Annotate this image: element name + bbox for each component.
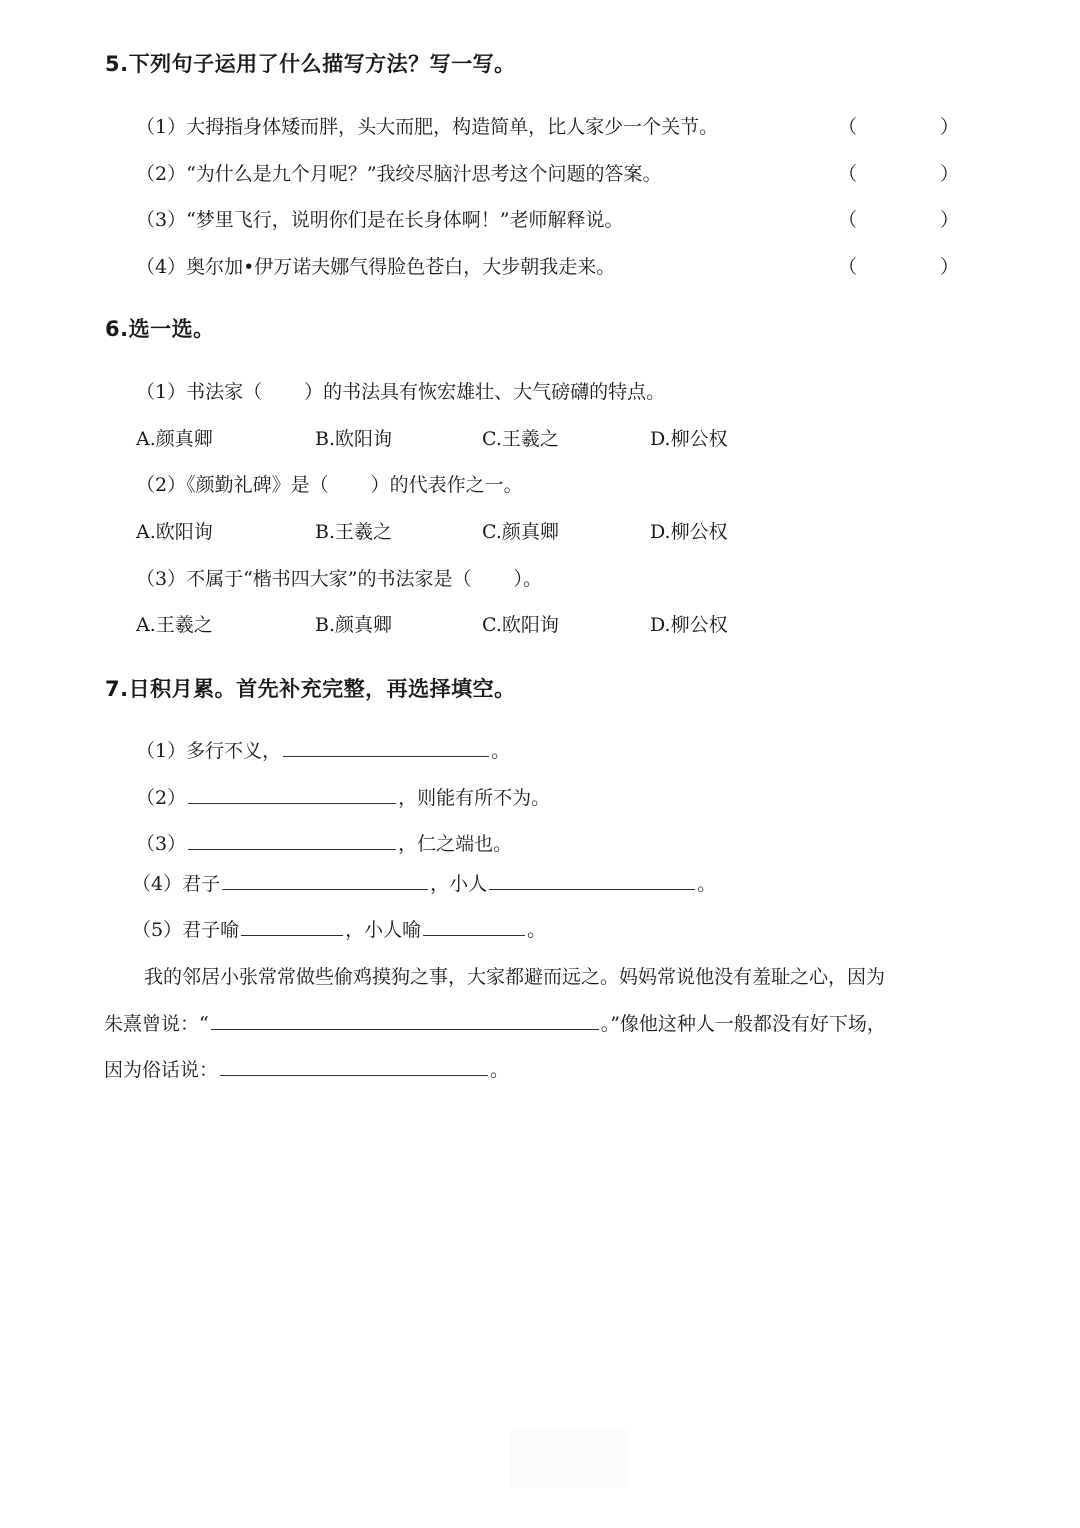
q6-3-option-b[interactable]: B.颜真卿 [315, 614, 393, 636]
q6-2-option-c[interactable]: C.颜真卿 [482, 521, 559, 543]
item-number: （3） [136, 209, 187, 231]
answer-paren-close: ） [940, 116, 960, 138]
q6-question-2 [136, 470, 523, 497]
item-number: （5） [132, 919, 183, 941]
para-text-b: 。”像他这种人一般都没有好下场， [600, 1013, 886, 1035]
item-text-a: 君子喻 [182, 919, 240, 941]
item-text-c: 。 [697, 873, 717, 895]
item-text: “为什么是九个月呢？”我绞尽脑汁思考这个问题的答案。 [186, 163, 662, 185]
q7-item-1 [136, 736, 510, 763]
question-text-pre: 《颜勤礼碑》是（ [186, 474, 329, 496]
q6-3-option-c[interactable]: C.欧阳询 [482, 614, 559, 636]
fill-blank[interactable] [489, 869, 695, 890]
q6-1-option-d[interactable]: D.柳公权 [650, 428, 728, 450]
item-text-a: ，则能有所不为。 [398, 787, 551, 809]
q7-item-5 [132, 915, 546, 942]
fill-blank[interactable] [188, 783, 396, 804]
item-text-b: 。 [491, 740, 511, 762]
q7-item-2 [136, 783, 550, 810]
answer-paren-open: （ [838, 209, 858, 231]
fill-blank[interactable] [283, 736, 489, 757]
question-number: （3） [136, 568, 187, 590]
para-text-b: 。 [490, 1059, 510, 1081]
q6-2-option-d[interactable]: D.柳公权 [650, 521, 728, 543]
question-text-pre: 不属于“楷书四大家”的书法家是（ [186, 568, 472, 590]
para-text-a: 朱熹曾说：“ [104, 1013, 209, 1035]
answer-paren-close: ） [940, 163, 960, 185]
item-number: （1） [136, 116, 187, 138]
fill-blank[interactable] [188, 829, 396, 850]
q6-1-option-a[interactable]: A.颜真卿 [136, 428, 213, 450]
q6-question-1 [136, 377, 665, 404]
item-text: “梦里飞行，说明你们是在长身体啊！”老师解释说。 [186, 209, 624, 231]
item-text-b: ，小人 [430, 873, 488, 895]
q6-2-option-b[interactable]: B.王羲之 [315, 521, 393, 543]
item-number: （4） [136, 256, 187, 278]
q7-item-3 [136, 829, 512, 856]
q6-3-option-d[interactable]: D.柳公权 [650, 614, 728, 636]
item-text-c: 。 [527, 919, 547, 941]
para-text-a: 因为俗话说： [104, 1059, 219, 1081]
item-number: （1） [136, 740, 187, 762]
item-text-a: ，仁之端也。 [398, 833, 513, 855]
question-text-pre: 书法家（ [186, 381, 263, 403]
q6-question-3 [136, 564, 542, 591]
item-text-a: 君子 [182, 873, 221, 895]
fill-blank[interactable] [423, 915, 525, 936]
q5-item-2 [136, 159, 662, 186]
item-number: （3） [136, 833, 187, 855]
faint-watermark-area [510, 1430, 628, 1488]
q5-item-4 [136, 252, 615, 279]
answer-paren-open: （ [838, 116, 858, 138]
item-number: （2） [136, 787, 187, 809]
q6-1-option-b[interactable]: B.欧阳询 [315, 428, 393, 450]
q6-2-option-a[interactable]: A.欧阳询 [136, 521, 213, 543]
q6-heading: 6.选一选。 [105, 317, 215, 341]
q7-paragraph-line-1: 我的邻居小张常常做些偷鸡摸狗之事，大家都避而远之。妈妈常说他没有羞耻之心，因为 [144, 966, 886, 988]
question-number: （2） [136, 474, 187, 496]
q6-1-option-c[interactable]: C.王羲之 [482, 428, 559, 450]
fill-blank[interactable] [211, 1009, 599, 1030]
item-text-a: 多行不义， [186, 740, 282, 762]
question-text-post: ）。 [513, 568, 543, 590]
item-text: 奥尔加•伊万诺夫娜气得脸色苍白，大步朝我走来。 [186, 256, 616, 278]
item-number: （2） [136, 163, 187, 185]
q6-3-option-a[interactable]: A.王羲之 [136, 614, 213, 636]
answer-paren-close: ） [940, 209, 960, 231]
q7-item-4 [132, 869, 716, 896]
question-number: （1） [136, 381, 187, 403]
fill-blank[interactable] [241, 915, 343, 936]
item-text: 大拇指身体矮而胖，头大而肥，构造简单，比人家少一个关节。 [186, 116, 719, 138]
item-number: （4） [132, 873, 183, 895]
answer-paren-open: （ [838, 256, 858, 278]
answer-paren-open: （ [838, 163, 858, 185]
q5-heading: 5.下列句子运用了什么描写方法？写一写。 [105, 52, 516, 76]
q7-paragraph-line-2 [104, 1009, 886, 1036]
question-text-post: ）的书法具有恢宏雄壮、大气磅礴的特点。 [304, 381, 666, 403]
q5-item-3 [136, 205, 624, 232]
q5-item-1 [136, 112, 718, 139]
fill-blank[interactable] [222, 869, 428, 890]
q7-heading: 7.日积月累。首先补充完整，再选择填空。 [105, 677, 516, 701]
q7-paragraph-line-3 [104, 1055, 509, 1082]
item-text-b: ，小人喻 [345, 919, 422, 941]
fill-blank[interactable] [220, 1055, 488, 1076]
question-text-post: ）的代表作之一。 [370, 474, 523, 496]
answer-paren-close: ） [940, 256, 960, 278]
